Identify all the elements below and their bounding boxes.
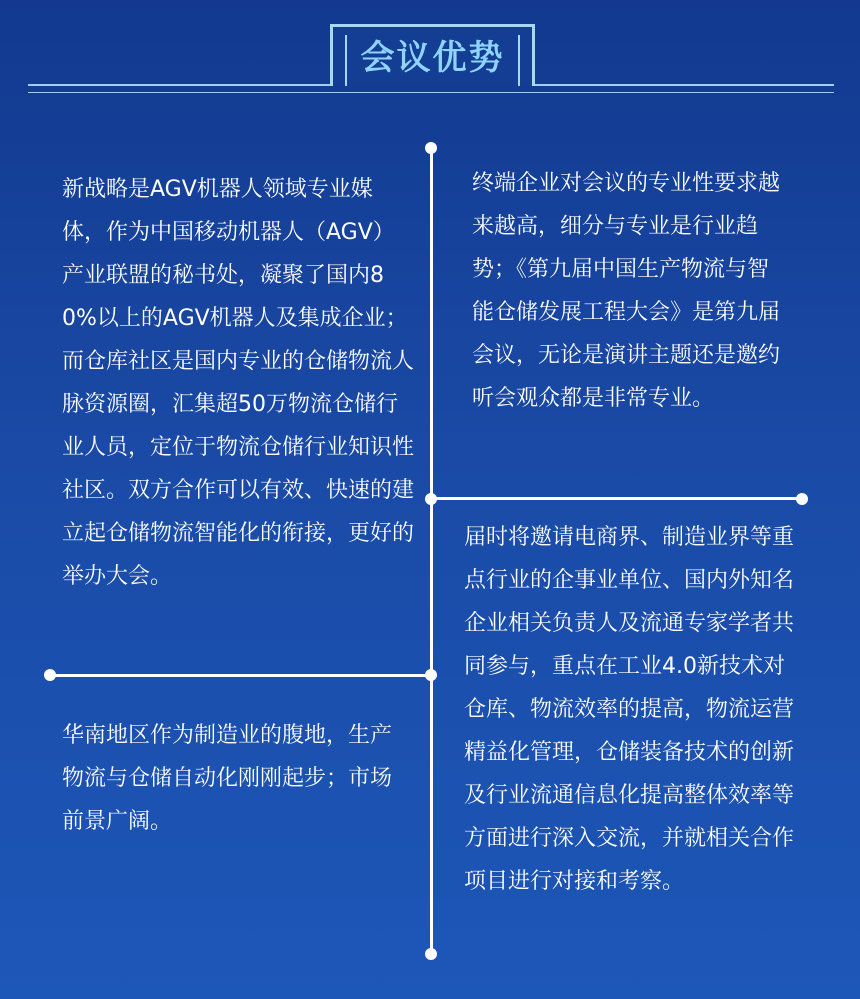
section-header — [0, 0, 860, 100]
text-block-top-left: 新战略是AGV机器人领域专业媒体，作为中国移动机器人（AGV）产业联盟的秘书处，凝聚了国内80%以上的AGV机器人及集成企业；而仓库社区是国内专业的仓储物流人脉资源圈，汇集超50万物流仓储行业人员，定位于物流仓储行业知识性社区。双方合作可以有效、快速的建立起仓储物流智能化的衔接，更好的举办大会。 — [62, 177, 415, 589]
text-block-top-right: 终端企业对会议的专业性要求越来越高，细分与专业是行业趋势；《第九届中国生产物流与智能仓储发展工程大会》是第九届会议，无论是演讲主题还是邀约听会观众都是非常专业。 — [472, 171, 781, 411]
header-rule-bottom — [28, 92, 834, 93]
right-horizontal-divider — [432, 497, 802, 500]
text-block-bottom-right: 届时将邀请电商界、制造业界等重点行业的企事业单位、国内外知名企业相关负责人及流通专家学者共同参与，重点在工业4.0新技术对仓库、物流效率的提高，物流运营精益化管理，仓储装备技术的创新及行业流通信息化提高整体效率等方面进行深入交流，并就相关合作项目进行对接和考察。 — [464, 525, 795, 894]
text-block-bottom-left: 华南地区作为制造业的腹地，生产物流与仓储自动化刚刚起步；市场前景广阔。 — [62, 723, 393, 834]
left-horizontal-divider — [50, 674, 432, 677]
divider-dot — [425, 948, 437, 960]
vertical-divider — [430, 148, 433, 954]
divider-dot — [796, 493, 808, 505]
divider-dot — [425, 669, 437, 681]
divider-dot — [425, 142, 437, 154]
divider-dot — [44, 669, 56, 681]
section-title: 会议优势 — [360, 38, 505, 78]
divider-dot — [425, 493, 437, 505]
